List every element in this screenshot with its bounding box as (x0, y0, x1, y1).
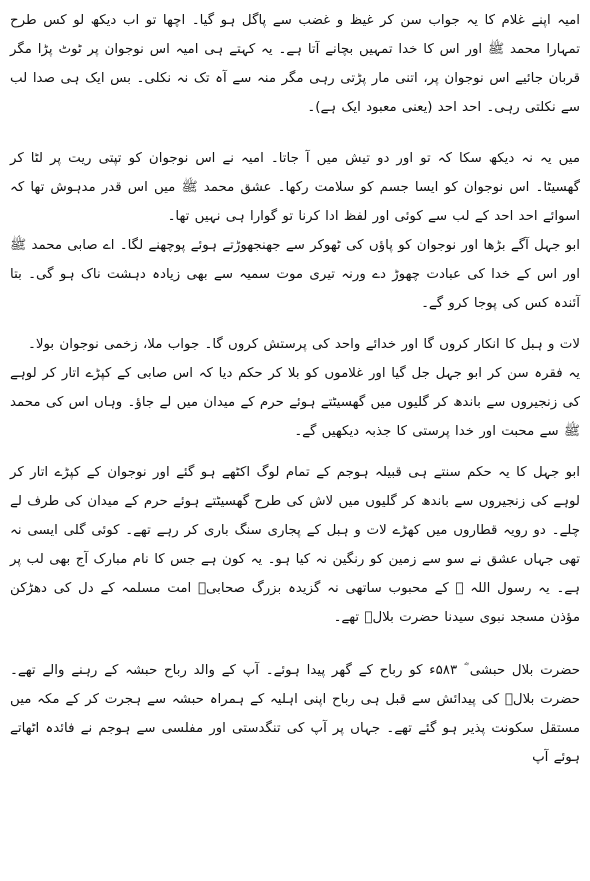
paragraph-2: میں یہ نہ دیکھ سکا کہ تو اور دو تیش میں آ جاتا۔ امیہ نے اس نوجوان کو تپتی ریت پر لٹا کر گھسیٹا۔ اس نوجوان کو ایسا جسم کو سلامت رکھا۔ عشق محمد ﷺ میں اس قدر مدہوش تھا کہ اسوائے احد احد کے لب سے کوئی اور لفظ ادا کرنا تو گوارا ہی نہیں تھا۔ (10, 151, 580, 224)
paragraph-4: لات و ہبل کا انکار کروں گا اور خدائے واحد کی پرستش کروں گا۔ جواب ملا، زخمی نوجوان بولا۔ (28, 337, 580, 352)
paragraph-7: حضرت بلال حبشی ؓ ۵۸۳ء کو رباح کے گھر پیدا ہوئے۔ آپ کے والد رباح حبشہ کے رہنے والے تھے۔ حضرت بلالؓ کی پیدائش سے قبل ہی رباح اپنی اہلیہ کے ہمراہ حبشہ سے ہجرت کر کے مکہ میں مستقل سکونت پذیر ہو گئے تھے۔ جہاں پر آپ کی تنگدستی اور مفلسی سے ہوجم نے فائدہ اٹھاتے ہوئے آپ (10, 663, 580, 765)
paragraph-5: یہ فقرہ سن کر ابو جہل جل گیا اور غلاموں کو بلا کر حکم دیا کہ اس صابی کے کپڑے اتار کر لوہے کی زنجیروں سے باندھ کر گلیوں میں گھسیٹتے ہوئے حرم کے میدان میں لے جاؤ۔ وہاں اس کی محمد ﷺ سے محبت اور خدا پرستی کا جذبہ دیکھیں گے۔ (10, 366, 580, 439)
paragraph-3: ابو جہل آگے بڑھا اور نوجوان کو پاؤں کی ٹھوکر سے جھنجھوڑتے ہوئے پوچھنے لگا۔ اے صابی محمد ﷺ اور اس کے خدا کی عبادت چھوڑ دے ورنہ تیری موت سمیہ سے بھی زیادہ دہشت ناک ہو گی۔ بتا آئندہ کس کی پوجا کرو گے۔ (10, 238, 580, 311)
paragraph-1: امیہ اپنے غلام کا یہ جواب سن کر غیظ و غضب سے پاگل ہو گیا۔ اچھا تو اب دیکھ لو کس طرح تمہارا محمد ﷺ اور اس کا خدا تمہیں بچانے آتا ہے۔ یہ کہتے ہی امیہ اس نوجوان پر ٹوٹ پڑا مگر قربان جائیے اس نوجوان پر، اتنی مار پڑتی رہی مگر منہ سے آہ تک نہ نکلی۔ بس ایک ہی صدا لب سے نکلتی رہی۔ احد احد (یعنی معبود ایک ہے)۔ (10, 13, 580, 115)
paragraph-6: ابو جہل کا یہ حکم سنتے ہی قبیلہ ہوجم کے تمام لوگ اکٹھے ہو گئے اور نوجوان کے کپڑے اتار کر لوہے کی زنجیروں سے باندھ کر گلیوں میں لاش کی طرح گھسیٹتے ہوئے حرم کے میدان کی طرف لے چلے۔ دو رویہ قطاروں میں کھڑے لات و ہبل کے پجاری سنگ باری کر رہے تھے۔ کوئی گلی ایسی نہ تھی جہاں عشق نے سو سے زمین کو رنگین نہ کیا ہو۔ یہ کون ہے جس کا نام مبارک آج بھی لب پر ہے۔ یہ رسول اللہ ﷺ کے محبوب ساتھی نہ گزیدہ بزرگ صحابیؓ امت مسلمہ کے دل کی دھڑکن مؤذن مسجد نبوی سیدنا حضرت بلالؓ تھے۔ (10, 465, 580, 625)
